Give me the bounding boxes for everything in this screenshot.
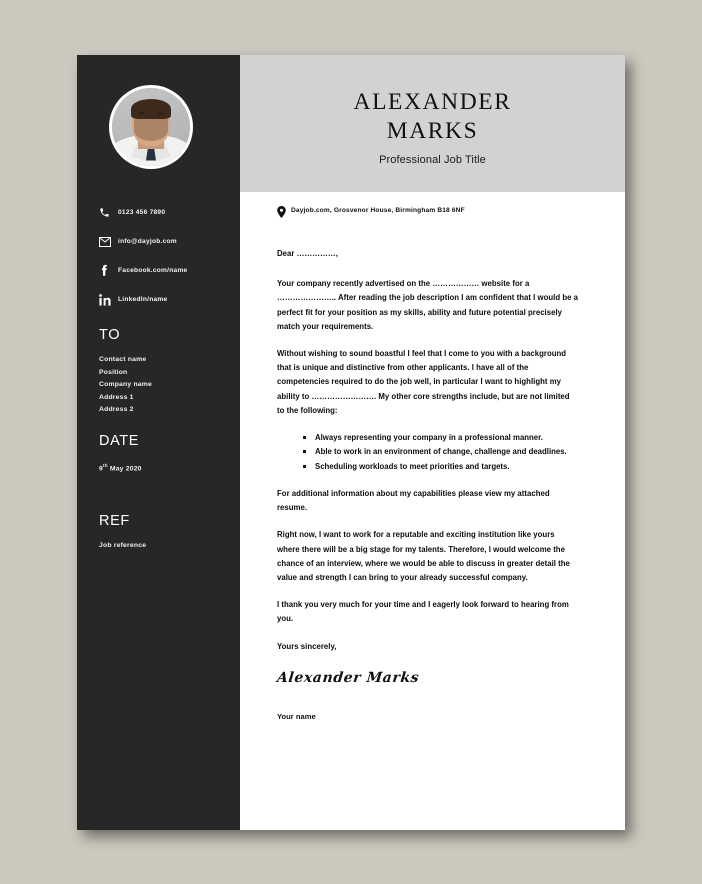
document-page (77, 55, 625, 830)
email-icon (99, 237, 118, 247)
paragraph-3: For additional information about my capabilities please view my attached resume. (277, 488, 550, 513)
contact-email[interactable] (99, 234, 235, 249)
to-position: Position (99, 368, 128, 376)
signature: Alexander Marks (276, 669, 421, 686)
name-line-1: ALEXANDER (353, 88, 512, 115)
list-item: Always representing your company in a professional manner. (303, 431, 578, 445)
contact-facebook[interactable] (99, 263, 235, 278)
main-column (240, 55, 625, 830)
date-section (99, 433, 239, 476)
date-heading: DATE (99, 433, 139, 449)
phone-icon (99, 207, 118, 218)
facebook-icon (99, 264, 118, 277)
avatar (112, 88, 190, 166)
contact-linkedin[interactable] (99, 292, 235, 307)
to-section (99, 327, 239, 417)
to-contact-name: Contact name (99, 356, 147, 363)
linkedin-icon (99, 294, 118, 306)
to-address-2: Address 2 (99, 406, 134, 414)
header-band (240, 55, 625, 192)
date-value (99, 460, 239, 476)
photo-eye-left (139, 112, 144, 115)
strengths-list (277, 431, 578, 474)
to-heading: TO (99, 327, 121, 343)
paragraph-2: Without wishing to sound boastful I feel that I come to you with a background that is unique and distinctive from other applicants. I have all of the competencies required to do the job well, in particular I want to highlight my ability to ……………………. My other core strengths include, but are not limited to the following: (277, 349, 570, 415)
date-suffix: th (102, 463, 108, 468)
ref-heading: REF (99, 513, 130, 529)
photo-hair (131, 99, 171, 119)
name-placeholder: Your name (277, 711, 316, 721)
paragraph-1: Your company recently advertised on the ……………… website for a ………………….. After reading the job description I am confident that I would be a perfect fit for your position as my skills, ability and future potential precisely match your requirements. (277, 279, 578, 331)
to-company-name: Company name (99, 381, 153, 389)
list-item: Able to work in an environment of change, challenge and deadlines. (303, 445, 578, 459)
contact-phone-text: 0123 456 7890 (118, 209, 166, 216)
page-title (354, 88, 512, 146)
paragraph-4: Right now, I want to work for a reputable and exciting institution like yours where there will be a big stage for my talents. Therefore, I would welcome the chance of an interview, where we would be able to discuss in greater detail the value and strength I can bring to your already successful company. (277, 530, 570, 582)
contact-linkedin-text: LinkedIn/name (118, 296, 168, 303)
address-row (277, 206, 578, 223)
job-title: Professional Job Title (379, 153, 486, 166)
to-address-1: Address 1 (99, 393, 134, 401)
profile-photo (109, 85, 193, 169)
salutation: Dear ……………, (277, 249, 338, 258)
closing: Yours sincerely, (277, 641, 337, 651)
contact-list (99, 205, 235, 321)
sidebar (77, 55, 240, 830)
location-pin-icon (277, 205, 291, 223)
letter-body (240, 192, 625, 721)
ref-section (99, 513, 239, 553)
date-rest: May 2020 (109, 465, 142, 473)
contact-phone[interactable] (99, 205, 235, 220)
address-text: Dayjob.com, Grosvenor House, Birmingham B18 6NF (291, 207, 465, 214)
contact-email-text: info@dayjob.com (118, 238, 177, 245)
photo-beard (134, 119, 168, 141)
ref-value: Job reference (99, 542, 147, 549)
contact-facebook-text: Facebook.com/name (118, 267, 188, 274)
list-item: Scheduling workloads to meet priorities and targets. (303, 460, 578, 474)
date-day: 9 (99, 465, 103, 473)
paragraph-5: I thank you very much for your time and I eagerly look forward to hearing from you. (277, 600, 569, 624)
name-line-2: MARKS (386, 117, 479, 144)
